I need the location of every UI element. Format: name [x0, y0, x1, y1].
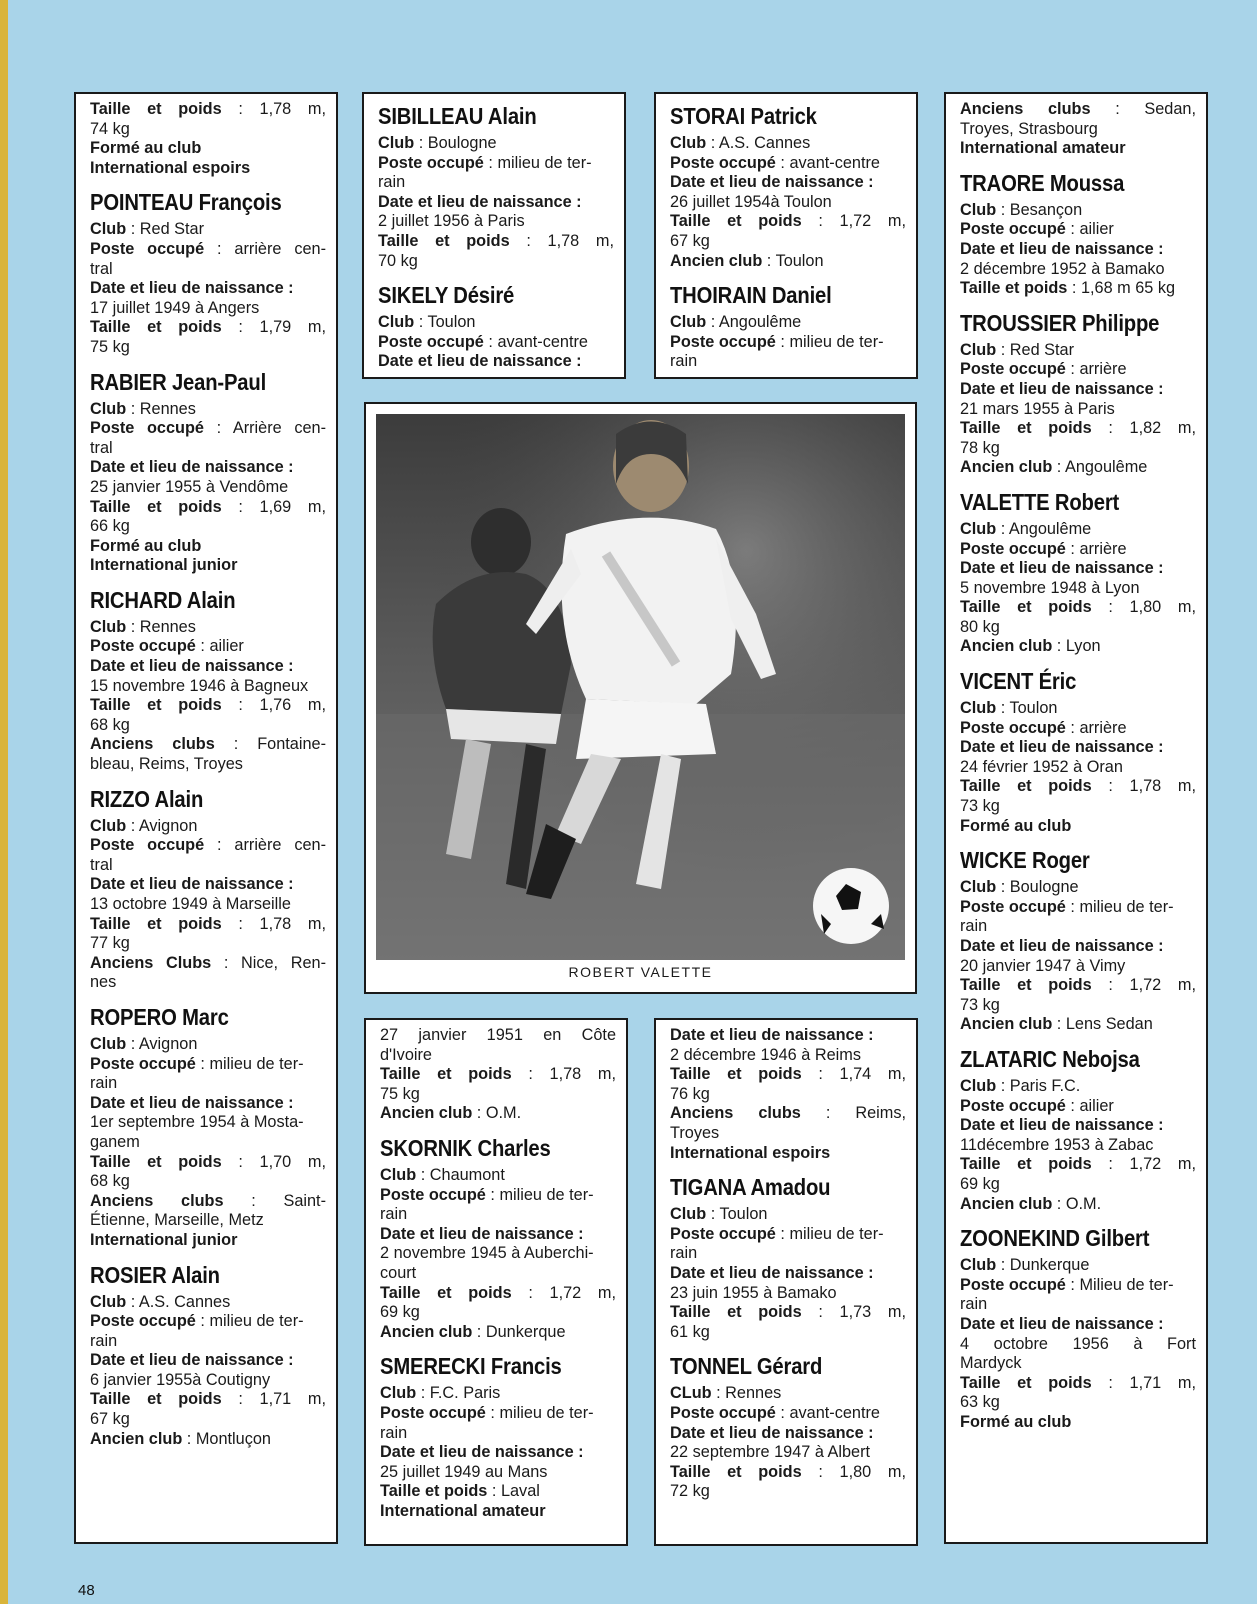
football-photo: [376, 414, 905, 960]
column-3-top-box: [654, 92, 918, 379]
entry-line: rain: [380, 1423, 408, 1442]
entry-line: Club : Boulogne: [378, 134, 497, 152]
player-name: RICHARD Alain: [90, 586, 236, 613]
entry-line: 68 kg: [90, 715, 130, 734]
entry-line: Date et lieu de naissance :: [960, 379, 1164, 398]
entry-line: Club : Rennes: [90, 617, 196, 636]
entry-line: Anciens clubs : Sedan,: [960, 100, 1196, 118]
entry-line: 20 janvier 1947 à Vimy: [960, 956, 1126, 975]
player-name: SMERECKI Francis: [380, 1353, 562, 1380]
entry-line: Date et lieu de naissance :: [90, 1351, 294, 1370]
entry-line: 75 kg: [90, 337, 130, 356]
entry-line: rain: [90, 1074, 118, 1093]
photo-caption: ROBERT VALETTE: [568, 964, 713, 980]
entry-line: Poste occupé : ailier: [90, 637, 244, 656]
entry-line: 27 janvier 1951 en Côte: [380, 1026, 616, 1044]
entry-line: Poste occupé : arrière cen-: [90, 836, 326, 855]
entry-line: 74 kg: [90, 119, 130, 138]
entry-line: 15 novembre 1946 à Bagneux: [90, 676, 309, 695]
entry-line: Date et lieu de naissance :: [960, 937, 1164, 955]
entry-line: 61 kg: [670, 1322, 710, 1341]
entry-line: Date et lieu de naissance :: [380, 1224, 584, 1243]
entry-line: Poste occupé : avant-centre: [670, 153, 880, 172]
entry-line: Ancien club : Montluçon: [90, 1429, 271, 1448]
entry-line: Ancien club : Dunkerque: [380, 1322, 566, 1341]
entry-line: Taille et poids : 1,78 m,: [90, 914, 326, 933]
entry-line: 67 kg: [90, 1410, 130, 1429]
entry-line: Poste occupé : ailier: [960, 220, 1114, 239]
entry-line: Poste occupé : avant-centre: [670, 1403, 880, 1422]
entry-line: Date et lieu de naissance :: [670, 1423, 874, 1442]
player-name: VICENT Éric: [960, 668, 1077, 695]
player-name: RABIER Jean-Paul: [90, 368, 267, 395]
entry-line: Taille et poids : 1,72 m,: [380, 1283, 616, 1302]
player-name: ZOONEKIND Gilbert: [960, 1225, 1150, 1252]
player-name: ROPERO Marc: [90, 1003, 229, 1030]
entry-line: court: [380, 1263, 417, 1282]
entry-line: Club : Dunkerque: [960, 1256, 1090, 1275]
entry-line: 17 juillet 1949 à Angers: [90, 298, 260, 317]
entry-line: Date et lieu de naissance :: [90, 279, 294, 298]
entry-line: Date et lieu de naissance :: [960, 738, 1164, 757]
entry-line: Mardyck: [960, 1354, 1022, 1373]
entry-line: 68 kg: [90, 1172, 130, 1191]
entry-line: 22 septembre 1947 à Albert: [670, 1443, 871, 1462]
entry-line: Poste occupé : Milieu de ter-: [960, 1275, 1174, 1294]
player-name: VALETTE Robert: [960, 488, 1120, 515]
entry-line: Date et lieu de naissance :: [670, 1263, 874, 1282]
player-name: STORAI Patrick: [670, 103, 817, 129]
entry-line: 23 juin 1955 à Bamako: [670, 1283, 837, 1302]
entry-line: Club : Toulon: [378, 313, 476, 332]
entry-line: Club : F.C. Paris: [380, 1384, 501, 1403]
entry-line: rain: [960, 917, 988, 936]
entry-line: Club : Angoulême: [670, 313, 802, 332]
entry-line: 73 kg: [960, 995, 1000, 1014]
entry-line: rain: [670, 352, 698, 371]
entry-line: 13 octobre 1949 à Marseille: [90, 895, 291, 913]
column-3-bottom-box: [654, 1018, 918, 1546]
entry-line: Club : Red Star: [960, 340, 1075, 359]
entry-line: Taille et poids : 1,82 m,: [960, 419, 1196, 438]
entry-line: Date et lieu de naissance :: [90, 875, 294, 894]
entry-line: Formé au club: [960, 1412, 1072, 1431]
player-name: SIKELY Désiré: [378, 282, 515, 309]
entry-line: Troyes: [670, 1123, 720, 1142]
entry-line: Taille et poids : 1,68 m 65 kg: [960, 279, 1176, 298]
entry-line: Poste occupé : milieu de ter-: [90, 1312, 304, 1331]
entry-line: 24 février 1952 à Oran: [960, 757, 1123, 776]
entry-line: Poste occupé : milieu de ter-: [90, 1054, 304, 1073]
player-name: ZLATARIC Nebojsa: [960, 1045, 1140, 1072]
column-4-box: [944, 92, 1208, 1544]
entry-line: Poste occupé : arrière: [960, 360, 1127, 379]
entry-line: Club : Paris F.C.: [960, 1076, 1081, 1095]
player-name: TROUSSIER Philippe: [960, 309, 1160, 336]
entry-line: Formé au club: [90, 139, 202, 158]
player-name: WICKE Roger: [960, 847, 1090, 874]
entry-line: 67 kg: [670, 231, 710, 250]
entry-line: 2 décembre 1952 à Bamako: [960, 259, 1165, 278]
entry-line: 73 kg: [960, 797, 1000, 816]
entry-line: 69 kg: [960, 1174, 1000, 1193]
entry-line: tral: [90, 855, 113, 874]
entry-line: Date et lieu de naissance :: [960, 1314, 1164, 1333]
entry-line: Taille et poids : 1,80 m,: [670, 1462, 906, 1481]
entry-line: Club : Red Star: [90, 220, 205, 239]
entry-line: Anciens Clubs : Nice, Ren-: [90, 953, 326, 972]
entry-line: Date et lieu de naissance :: [670, 173, 874, 192]
entry-line: 2 novembre 1945 à Auberchi-: [380, 1244, 594, 1263]
entry-line: tral: [90, 259, 113, 278]
entry-line: International espoirs: [90, 158, 251, 177]
entry-line: Étienne, Marseille, Metz: [90, 1211, 264, 1230]
entry-line: 25 janvier 1955 à Vendôme: [90, 477, 289, 496]
entry-line: Date et lieu de naissance :: [90, 657, 294, 676]
entry-line: Formé au club: [960, 816, 1072, 835]
entry-line: Ancien club : Lens Sedan: [960, 1015, 1153, 1034]
entry-line: 26 juillet 1954à Toulon: [670, 192, 832, 211]
entry-line: Poste occupé : avant-centre: [378, 332, 588, 351]
entry-line: 77 kg: [90, 934, 130, 953]
entry-line: 25 juillet 1949 au Mans: [380, 1462, 548, 1481]
entry-line: Taille et poids : 1,69 m,: [90, 497, 326, 516]
entry-line: Date et lieu de naissance :: [960, 239, 1164, 258]
entry-line: Ancien club : Toulon: [670, 251, 824, 270]
entry-line: rain: [378, 173, 406, 192]
entry-line: d'Ivoire: [380, 1045, 432, 1064]
entry-line: Taille et poids : 1,72 m,: [960, 976, 1196, 995]
entry-line: Taille et poids : 1,70 m,: [90, 1152, 326, 1171]
entry-line: Poste occupé : Arrière cen-: [90, 419, 326, 438]
entry-line: Date et lieu de naissance :: [378, 192, 582, 211]
entry-line: Date et lieu de naissance :: [380, 1443, 584, 1462]
entry-line: Taille et poids : 1,72 m,: [960, 1155, 1196, 1174]
entry-line: Anciens clubs : Fontaine-: [90, 735, 326, 754]
entry-line: Date et lieu de naissance :: [960, 559, 1164, 578]
entry-line: ganem: [90, 1132, 140, 1151]
entry-line: Ancien club : O.M.: [960, 1194, 1102, 1213]
entry-line: Poste occupé : milieu de ter-: [378, 153, 592, 172]
photo-frame: [364, 402, 917, 994]
player-name: SKORNIK Charles: [380, 1134, 551, 1161]
entry-line: Taille et poids : 1,78 m,: [380, 1065, 616, 1084]
entry-line: 63 kg: [960, 1393, 1000, 1412]
player-name: RIZZO Alain: [90, 785, 204, 812]
entry-line: 69 kg: [380, 1303, 420, 1322]
entry-line: International amateur: [380, 1501, 546, 1520]
player-name: THOIRAIN Daniel: [670, 282, 832, 309]
entry-line: rain: [960, 1295, 988, 1314]
entry-line: Taille et poids : 1,71 m,: [90, 1390, 326, 1409]
entry-line: Date et lieu de naissance :: [90, 1093, 294, 1112]
entry-line: Taille et poids : 1,74 m,: [670, 1065, 906, 1084]
entry-line: 2 juillet 1956 à Paris: [378, 212, 525, 231]
player-name: ROSIER Alain: [90, 1261, 220, 1288]
entry-line: Taille et poids : 1,73 m,: [670, 1303, 906, 1322]
entry-line: 11décembre 1953 à Zabac: [960, 1135, 1154, 1154]
entry-line: Club : Rennes: [90, 399, 196, 418]
entry-line: Ancien club : Angoulême: [960, 458, 1148, 477]
entry-line: Troyes, Strasbourg: [960, 119, 1098, 138]
player-name: TONNEL Gérard: [670, 1353, 823, 1380]
entry-line: Taille et poids : 1,78 m,: [90, 100, 326, 118]
entry-line: Club : Chaumont: [380, 1165, 505, 1184]
entry-line: Club : Avignon: [90, 816, 198, 835]
page-spine-edge: [0, 0, 8, 1604]
entry-line: 70 kg: [378, 251, 418, 270]
entry-line: Taille et poids : 1,72 m,: [670, 212, 906, 231]
entry-line: Anciens clubs : Reims,: [670, 1104, 906, 1123]
player-name: POINTEAU François: [90, 189, 282, 216]
page-number: 48: [78, 1582, 95, 1599]
entry-line: 2 décembre 1946 à Reims: [670, 1045, 861, 1064]
entry-line: nes: [90, 973, 117, 992]
entry-line: Date et lieu de naissance :: [378, 352, 582, 371]
entry-line: tral: [90, 438, 113, 457]
entry-line: Formé au club: [90, 536, 202, 555]
entry-line: 75 kg: [380, 1084, 420, 1103]
entry-line: Poste occupé : milieu de ter-: [960, 897, 1174, 916]
entry-line: Date et lieu de naissance :: [670, 1026, 874, 1044]
entry-line: rain: [670, 1244, 698, 1263]
entry-line: Poste occupé : arrière: [960, 539, 1127, 558]
entry-line: 72 kg: [670, 1482, 710, 1501]
entry-line: Taille et poids : 1,76 m,: [90, 696, 326, 715]
entry-line: Anciens clubs : Saint-: [90, 1191, 326, 1210]
entry-line: Taille et poids : 1,78 m,: [960, 777, 1196, 796]
column-2-top-box: [362, 92, 626, 379]
entry-line: 4 octobre 1956 à Fort: [960, 1334, 1196, 1353]
entry-line: International junior: [90, 1230, 238, 1249]
column-1-box: [74, 92, 338, 1544]
entry-line: Poste occupé : arrière cen-: [90, 239, 326, 258]
entry-line: bleau, Reims, Troyes: [90, 755, 243, 774]
entry-line: Taille et poids : 1,71 m,: [960, 1373, 1196, 1392]
entry-line: 66 kg: [90, 517, 130, 536]
entry-line: Club : Boulogne: [960, 878, 1079, 897]
entry-line: Date et lieu de naissance :: [90, 458, 294, 477]
entry-line: Poste occupé : milieu de ter-: [670, 332, 884, 351]
entry-line: Club : Avignon: [90, 1034, 198, 1053]
entry-line: rain: [90, 1331, 118, 1350]
entry-line: 6 janvier 1955à Coutigny: [90, 1370, 271, 1389]
entry-line: Club : Toulon: [960, 699, 1058, 718]
column-2-bottom-box: [364, 1018, 628, 1546]
entry-line: Club : A.S. Cannes: [670, 134, 811, 152]
entry-line: Taille et poids : 1,78 m,: [378, 231, 614, 250]
entry-line: International espoirs: [670, 1143, 831, 1162]
entry-line: Ancien club : Lyon: [960, 637, 1101, 656]
entry-line: 21 mars 1955 à Paris: [960, 399, 1115, 418]
entry-line: 1er septembre 1954 à Mosta-: [90, 1113, 304, 1132]
entry-line: 76 kg: [670, 1084, 710, 1103]
entry-line: Taille et poids : 1,80 m,: [960, 598, 1196, 617]
entry-line: Ancien club : O.M.: [380, 1104, 522, 1123]
entry-line: 5 novembre 1948 à Lyon: [960, 578, 1140, 597]
entry-line: Poste occupé : milieu de ter-: [380, 1403, 594, 1422]
entry-line: Club : Besançon: [960, 200, 1083, 219]
entry-line: Taille et poids : Laval: [380, 1482, 540, 1501]
entry-line: Club : Angoulême: [960, 519, 1092, 538]
entry-line: Poste occupé : arrière: [960, 718, 1127, 737]
entry-line: rain: [380, 1205, 408, 1224]
entry-line: Poste occupé : ailier: [960, 1096, 1114, 1115]
entry-line: 78 kg: [960, 438, 1000, 457]
entry-line: CLub : Rennes: [670, 1384, 782, 1403]
entry-line: Club : Toulon: [670, 1205, 768, 1224]
entry-line: Poste occupé : milieu de ter-: [670, 1224, 884, 1243]
player-name: TRAORE Moussa: [960, 169, 1125, 196]
entry-line: 80 kg: [960, 617, 1000, 636]
entry-line: Club : A.S. Cannes: [90, 1292, 231, 1311]
player-name: SIBILLEAU Alain: [378, 103, 537, 129]
player-name: TIGANA Amadou: [670, 1174, 831, 1201]
entry-line: International amateur: [960, 139, 1126, 158]
entry-line: International junior: [90, 556, 238, 575]
entry-line: Taille et poids : 1,79 m,: [90, 318, 326, 337]
entry-line: Poste occupé : milieu de ter-: [380, 1185, 594, 1204]
entry-line: Date et lieu de naissance :: [960, 1116, 1164, 1135]
